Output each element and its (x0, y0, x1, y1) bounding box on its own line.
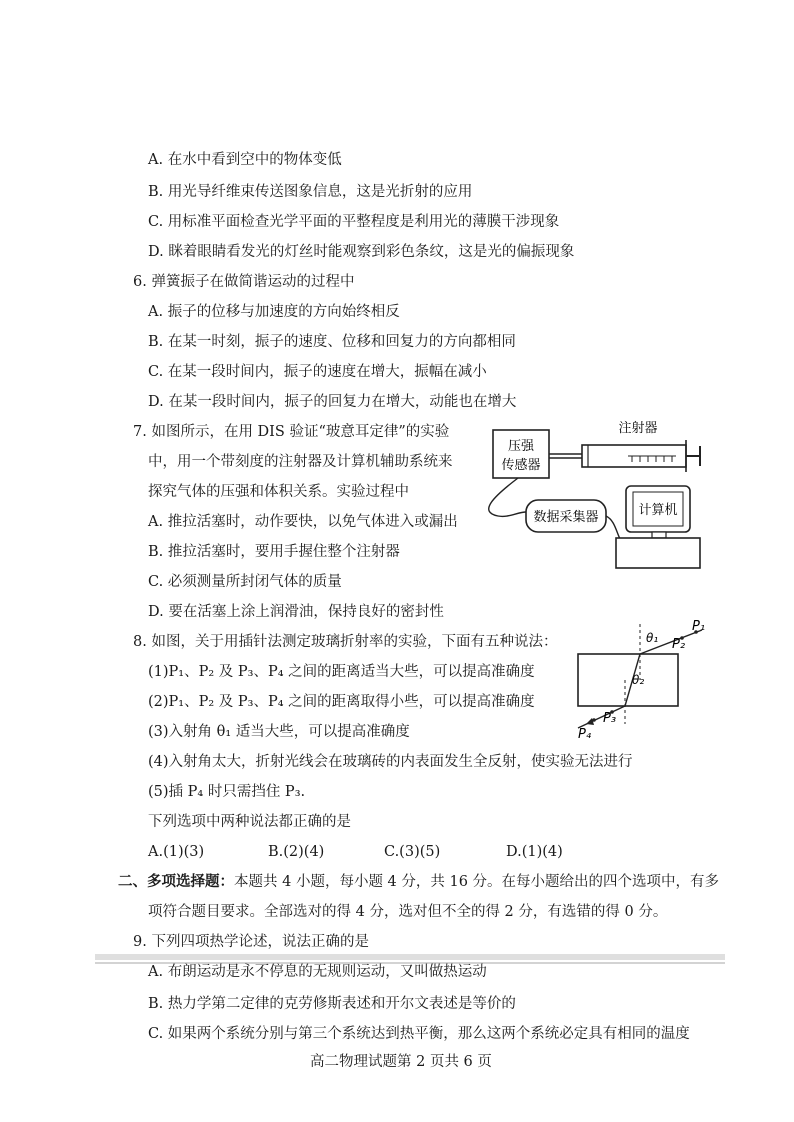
section2-instructions-1: 本题共 4 小题，每小题 4 分，共 16 分。在每小题给出的四个选项中，有多 (234, 874, 720, 890)
q7-stem-line-3: 探究气体的压强和体积关系。实验过程中 (148, 484, 409, 500)
data-collector-label: 数据采集器 (533, 510, 599, 525)
page-footer: 高二物理试题第 2 页共 6 页 (310, 1054, 492, 1070)
pin-p1-label: P₁ (692, 620, 706, 634)
syringe (582, 440, 700, 472)
q8-choice-c: C.(3)(5) (384, 844, 441, 860)
computer (616, 486, 700, 568)
syringe-label: 注射器 (618, 421, 658, 436)
q9-option-c: C. 如果两个系统分别与第三个系统达到热平衡，那么这两个系统必定具有相同的温度 (148, 1026, 690, 1042)
q7-option-b: B. 推拉活塞时，要用手握住整个注射器 (148, 544, 400, 560)
pressure-sensor-label-1: 压强 (507, 439, 535, 454)
q5-option-a: A. 在水中看到空中的物体变低 (148, 152, 342, 168)
q7-option-d: D. 要在活塞上涂上润滑油，保持良好的密封性 (148, 604, 444, 620)
q9-option-a: A. 布朗运动是永不停息的无规则运动，又叫做热运动 (148, 964, 487, 980)
q8-refraction-diagram (570, 620, 710, 740)
q5-option-b: B. 用光导纤维束传送图象信息，这是光折射的应用 (148, 184, 473, 200)
q8-stem: 8. 如图，关于用插针法测定玻璃折射率的实验，下面有五种说法： (133, 634, 558, 650)
q8-statement-5: (5)插 P₄ 时只需挡住 P₃. (148, 784, 306, 800)
q8-choices (148, 842, 708, 862)
q8-statement-4: (4)入射角太大，折射光线会在玻璃砖的内表面发生全反射，使实验无法进行 (148, 754, 633, 770)
q8-question: 下列选项中两种说法都正确的是 (148, 814, 351, 830)
section2-line-1 (118, 872, 719, 892)
section2-heading: 二、多项选择题： (118, 873, 234, 890)
q6-option-d: D. 在某一段时间内，振子的回复力在增大，动能也在增大 (148, 394, 517, 410)
q6-option-a: A. 振子的位移与加速度的方向始终相反 (148, 304, 400, 320)
pressure-sensor-label-2: 传感器 (501, 458, 541, 473)
q7-dis-apparatus-diagram (478, 412, 708, 582)
pin-p4-label: P₄ (578, 727, 592, 740)
q9-option-b: B. 热力学第二定律的克劳修斯表述和开尔文表述是等价的 (148, 996, 516, 1012)
q5-option-c: C. 用标准平面检查光学平面的平整程度是利用光的薄膜干涉现象 (148, 214, 560, 230)
theta2-label: θ₂ (632, 673, 645, 687)
theta1-label: θ₁ (646, 631, 659, 645)
q8-choice-d: D.(1)(4) (506, 844, 563, 860)
pin-p2-label: P₂ (672, 637, 686, 652)
q8-statement-2: (2)P₁、P₂ 及 P₃、P₄ 之间的距离取得小些，可以提高准确度 (148, 694, 535, 710)
q9-stem: 9. 下列四项热学论述，说法正确的是 (133, 934, 369, 950)
glass-block (578, 654, 678, 706)
pin-p3-label: P₃ (603, 711, 617, 726)
q8-choice-b: B.(2)(4) (268, 844, 325, 860)
emergent-ray (578, 706, 625, 728)
q8-statement-1: (1)P₁、P₂ 及 P₃、P₄ 之间的距离适当大些，可以提高准确度 (148, 664, 535, 680)
q6-option-c: C. 在某一段时间内，振子的速度在增大，振幅在减小 (148, 364, 487, 380)
q7-stem-line-2: 中，用一个带刻度的注射器及计算机辅助系统来 (148, 454, 453, 470)
section2-instructions-2: 项符合题目要求。全部选对的得 4 分，选对但不全的得 2 分，有选错的得 0 分。 (148, 904, 668, 920)
q6-stem: 6. 弹簧振子在做简谐运动的过程中 (133, 274, 355, 290)
computer-label: 计算机 (638, 503, 678, 518)
q7-stem-line-1: 7. 如图所示，在用 DIS 验证“玻意耳定律”的实验 (133, 424, 450, 440)
q7-option-a: A. 推拉活塞时，动作要快，以免气体进入或漏出 (148, 514, 458, 530)
q5-option-d: D. 眯着眼睛看发光的灯丝时能观察到彩色条纹，这是光的偏振现象 (148, 244, 575, 260)
q8-choice-a: A.(1)(3) (148, 844, 205, 860)
q7-option-c: C. 必须测量所封闭气体的质量 (148, 574, 342, 590)
q8-statement-3: (3)入射角 θ₁ 适当大些，可以提高准确度 (148, 724, 410, 740)
q6-option-b: B. 在某一时刻，振子的速度、位移和回复力的方向都相同 (148, 334, 516, 350)
